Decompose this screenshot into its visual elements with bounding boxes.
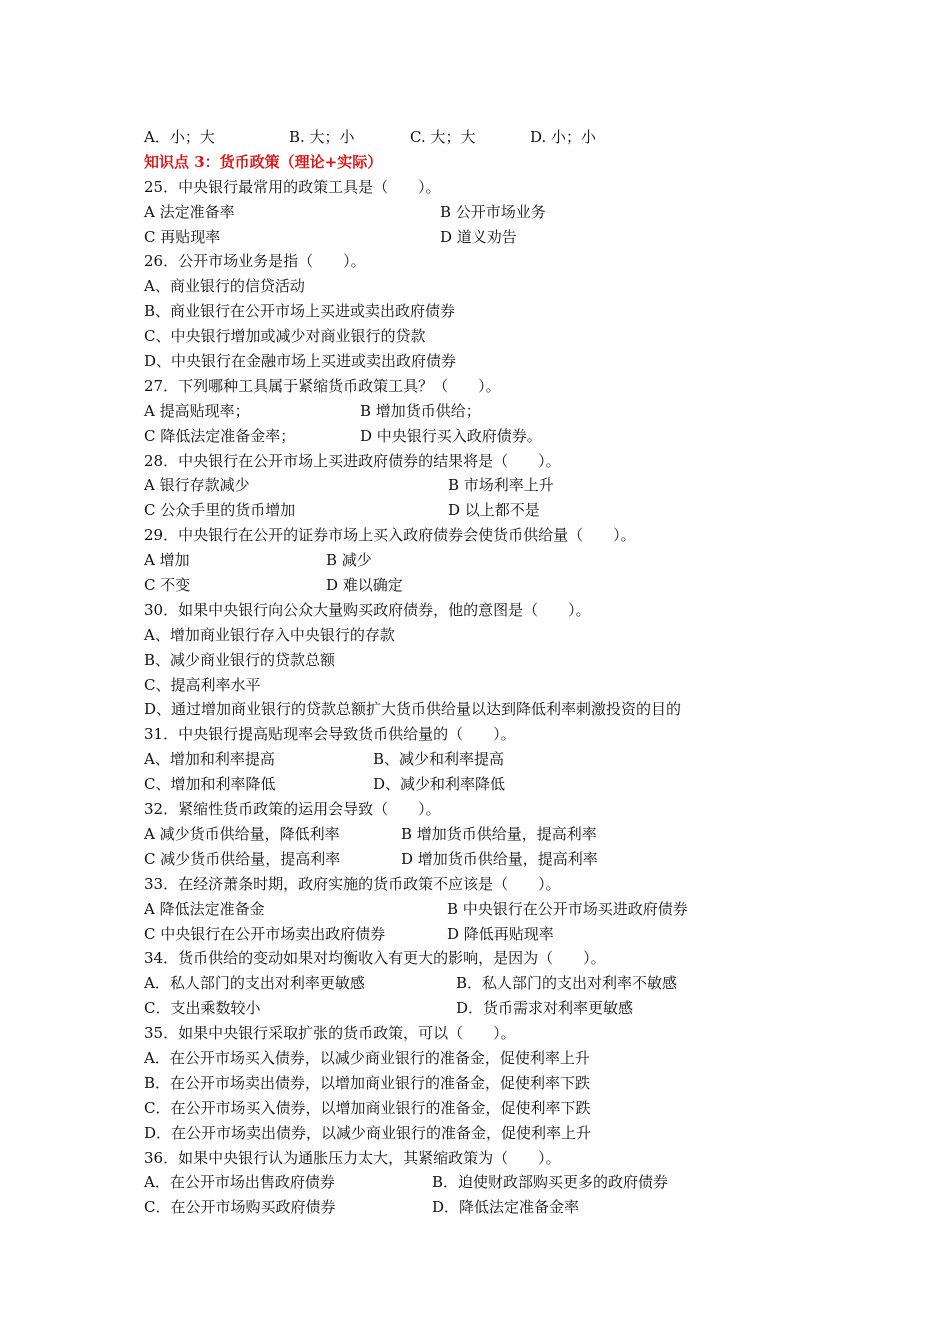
option-line: C、提高利率水平 [144,675,261,694]
option-item: C 中央银行在公开市场卖出政府债券 [144,924,386,943]
option-row [144,548,764,573]
question-list [144,125,764,1220]
option-item: B 增加货币供给； [360,401,481,420]
option-item: B．迫使财政部购买更多的政府债券 [432,1173,669,1192]
option-item: C. 大；大 [410,128,476,146]
option-item: A 增加 [144,551,190,570]
option-item: B 减少 [326,551,372,570]
option-item: D．货币需求对利率更敏感 [456,999,634,1018]
option-item: B．私人部门的支出对利率不敏感 [456,974,678,993]
option-item: A 降低法定准备金 [144,899,265,918]
option-item: B 市场利率上升 [448,476,554,495]
option-line: D．在公开市场卖出债券，以减少商业银行的准备金，促使利率上升 [144,1123,592,1142]
option-line: A、增加商业银行存入中央银行的存款 [144,625,395,644]
option-row [144,399,764,424]
option-line: B、减少商业银行的贷款总额 [144,650,336,669]
option-item: D 难以确定 [326,576,403,595]
option-line: C．在公开市场买入债券，以增加商业银行的准备金，促使利率下跌 [144,1098,591,1117]
option-line: A．在公开市场买入债券，以减少商业银行的准备金，促使利率上升 [144,1048,590,1067]
question-stem: 32．紧缩性货币政策的运用会导致（ ）。 [144,800,441,819]
option-item: C 降低法定准备金率； [144,426,296,445]
question-stem: 29．中央银行在公开的证券市场上买入政府债券会使货币供给量（ ）。 [144,526,636,545]
question-stem: 30．如果中央银行向公众大量购买政府债券，他的意图是（ ）。 [144,600,591,619]
option-row [144,971,764,996]
question-stem: 33．在经济萧条时期，政府实施的货币政策不应该是（ ）。 [144,874,561,893]
question-stem: 31．中央银行提高贴现率会导致货币供给量的（ ）。 [144,725,516,744]
question-stem: 26．公开市场业务是指（ ）。 [144,252,366,271]
option-row [144,225,764,250]
option-row [144,498,764,523]
option-row [144,747,764,772]
option-item: B 中央银行在公开市场买进政府债券 [447,899,688,918]
option-row [144,125,764,150]
option-item: D 降低再贴现率 [447,924,554,943]
option-item: B 公开市场业务 [440,202,546,221]
question-stem: 34．货币供给的变动如果对均衡收入有更大的影响，是因为（ ）。 [144,949,606,968]
option-item: D. 小；小 [530,128,597,146]
option-line: A、商业银行的信贷活动 [144,277,305,296]
option-row [144,573,764,598]
option-item: A．私人部门的支出对利率更敏感 [144,974,365,993]
question-stem: 27．下列哪种工具属于紧缩货币政策工具？（ ）。 [144,376,501,395]
option-line: D、通过增加商业银行的贷款总额扩大货币供给量以达到降低利率刺激投资的目的 [144,700,682,719]
option-item: D 增加货币供给量，提高利率 [401,849,598,868]
option-item: C．在公开市场购买政府债券 [144,1198,336,1217]
option-line: C、中央银行增加或减少对商业银行的贷款 [144,327,426,346]
option-item: A．小；大 [144,128,215,146]
option-item: A 减少货币供给量，降低利率 [144,824,340,843]
option-item: A 银行存款减少 [144,476,250,495]
option-item: D、减少和利率降低 [373,775,506,794]
option-item: C、增加和利率降低 [144,775,276,794]
question-stem: 35．如果中央银行采取扩张的货币政策，可以（ ）。 [144,1024,516,1043]
option-item: B. 大；小 [289,128,355,146]
option-item: B、减少和利率提高 [373,750,505,769]
option-row [144,847,764,872]
option-row [144,200,764,225]
option-item: C 公众手里的货币增加 [144,501,296,520]
option-item: C．支出乘数较小 [144,999,261,1018]
option-line: B、商业银行在公开市场上买进或卖出政府债券 [144,302,456,321]
option-item: A 法定准备率 [144,202,235,221]
question-stem: 36．如果中央银行认为通胀压力太大，其紧缩政策为（ ）。 [144,1148,561,1167]
question-stem: 25．中央银行最常用的政策工具是（ ）。 [144,177,441,196]
option-row [144,772,764,797]
option-row [144,424,764,449]
option-item: A、增加和利率提高 [144,750,275,769]
option-item: C 减少货币供给量，提高利率 [144,849,341,868]
option-row [144,922,764,947]
option-row [144,822,764,847]
option-item: D 中央银行买入政府债券。 [360,426,542,445]
option-item: C 不变 [144,576,191,595]
option-row [144,996,764,1021]
option-line: D、中央银行在金融市场上买进或卖出政府债券 [144,352,457,371]
option-line: B．在公开市场卖出债券，以增加商业银行的准备金，促使利率下跌 [144,1073,591,1092]
option-item: C 再贴现率 [144,227,221,246]
option-item: D 以上都不是 [448,501,540,520]
option-row [144,473,764,498]
option-row [144,897,764,922]
section-heading: 知识点 3：货币政策（理论+实际） [144,152,383,171]
option-item: D 道义劝告 [440,227,517,246]
option-item: B 增加货币供给量，提高利率 [401,824,597,843]
question-stem: 28．中央银行在公开市场上买进政府债券的结果将是（ ）。 [144,451,561,470]
option-row [144,1170,764,1195]
option-item: A 提高贴现率； [144,401,250,420]
option-item: A．在公开市场出售政府债券 [144,1173,335,1192]
option-row [144,1195,764,1220]
option-item: D．降低法定准备金率 [432,1198,580,1217]
